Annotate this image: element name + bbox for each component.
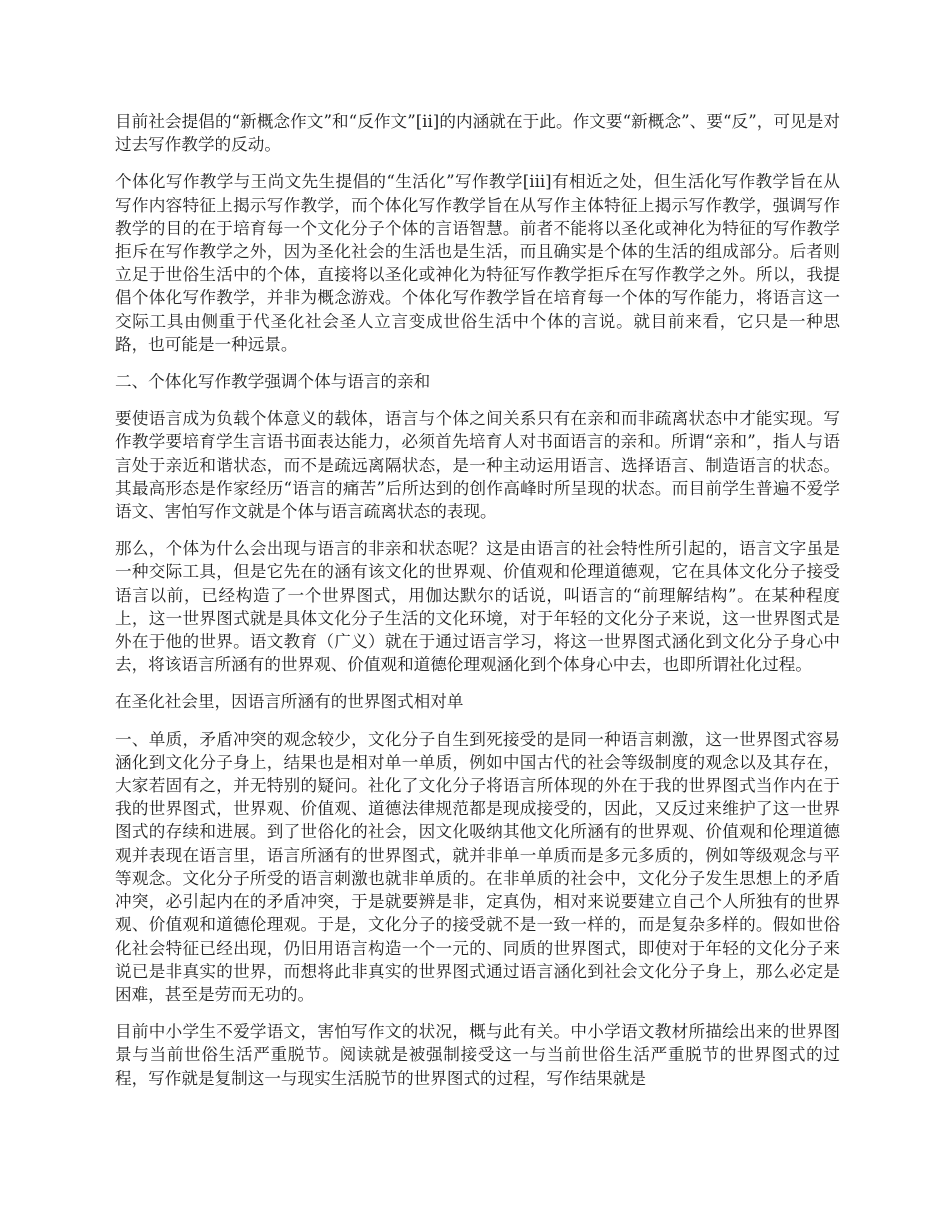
- document-body: [115, 110, 840, 1104]
- paragraph: 目前中小学生不爱学语文，害怕写作文的状况，概与此有关。中小学语文教材所描绘出来的世界图景与当前世俗生活严重脱节。阅读就是被强制接受这一与当前世俗生活严重脱节的世界图式的过程，写作就是复制这一与现实生活脱节的世界图式的过程，写作结果就是: [115, 1022, 840, 1088]
- paragraph: 要使语言成为负载个体意义的载体，语言与个体之间关系只有在亲和而非疏离状态中才能实现。写作教学要培育学生言语书面表达能力，必须首先培育人对书面语言的亲和。所谓“亲和”，指人与语言处于亲近和谐状态，而不是疏远离隔状态，是一种主动运用语言、选择语言、制造语言的状态。其最高形态是作家经历“语言的痛苦”后所达到的创作高峰时所呈现的状态。而目前学生普遍不爱学语文、害怕写作文就是个体与语言疏离状态的表现。: [115, 409, 840, 522]
- paragraph: 个体化写作教学与王尚文先生提倡的“生活化”写作教学[iii]有相近之处，但生活化写作教学旨在从写作内容特征上揭示写作教学，而个体化写作教学旨在从写作主体特征上揭示写作教学，强调写作教学的目的在于培育每一个文化分子个体的言语智慧。前者不能将以圣化或神化为特征的写作教学拒斥在写作教学之外，因为圣化社会的生活也是生活，而且确实是个体的生活的组成部分。后者则立足于世俗生活中的个体，直接将以圣化或神化为特征写作教学拒斥在写作教学之外。所以，我提倡个体化写作教学，并非为概念游戏。个体化写作教学旨在培育每一个体的写作能力，将语言这一交际工具由侧重于代圣化社会圣人立言变成世俗生活中个体的言说。就目前来看，它只是一种思路，也可能是一种远景。: [115, 172, 840, 354]
- paragraph: 那么，个体为什么会出现与语言的非亲和状态呢？这是由语言的社会特性所引起的，语言文字虽是一种交际工具，但是它先在的涵有该文化的世界观、价值观和伦理道德观，它在具体文化分子接受语言以前，已经构造了一个世界图式，用伽达默尔的话说，叫语言的“前理解结构”。在某种程度上，这一世界图式就是具体文化分子生活的文化环境，对于年轻的文化分子来说，这一世界图式是外在于他的世界。语文教育（广义）就在于通过语言学习，将这一世界图式涵化到文化分子身心中去，将该语言所涵有的世界观、价值观和道德伦理观涵化到个体身心中去，也即所谓社化过程。: [115, 539, 840, 675]
- paragraph: 目前社会提倡的“新概念作文”和“反作文”[ii]的内涵就在于此。作文要“新概念”、要“反”，可见是对过去写作教学的反动。: [115, 112, 840, 155]
- paragraph: 一、单质，矛盾冲突的观念较少，文化分子自生到死接受的是同一种语言刺激，这一世界图式容易涵化到文化分子身上，结果也是相对单一单质，例如中国古代的社会等级制度的观念以及其存在，大家若固有之，并无特别的疑问。社化了文化分子将语言所体现的外在于我的世界图式当作内在于我的世界图式，世界观、价值观、道德法律规范都是现成接受的，因此，又反过来维护了这一世界图式的存续和进展。到了世俗化的社会，因文化吸纳其他文化所涵有的世界观、价值观和伦理道德观并表现在语言里，语言所涵有的世界图式，就并非单一单质而是多元多质的，例如等级观念与平等观念。文化分子所受的语言刺激也就非单质的。在非单质的社会中，文化分子发生思想上的矛盾冲突，必引起内在的矛盾冲突，于是就要辨是非，定真伪，相对来说要建立自己个人所独有的世界观、价值观和道德伦理观。于是，文化分子的接受就不是一致一样的，而是复杂多样的。假如世俗化社会特征已经出现，仍旧用语言构造一个一元的、同质的世界图式，即使对于年轻的文化分子来说已是非真实的世界，而想将此非真实的世界图式通过语言涵化到社会文化分子身上，那么必定是困难，甚至是劳而无功的。: [115, 729, 840, 1004]
- section-heading: 二、个体化写作教学强调个体与语言的亲和: [115, 372, 431, 392]
- paragraph: 在圣化社会里，因语言所涵有的世界图式相对单: [115, 692, 464, 712]
